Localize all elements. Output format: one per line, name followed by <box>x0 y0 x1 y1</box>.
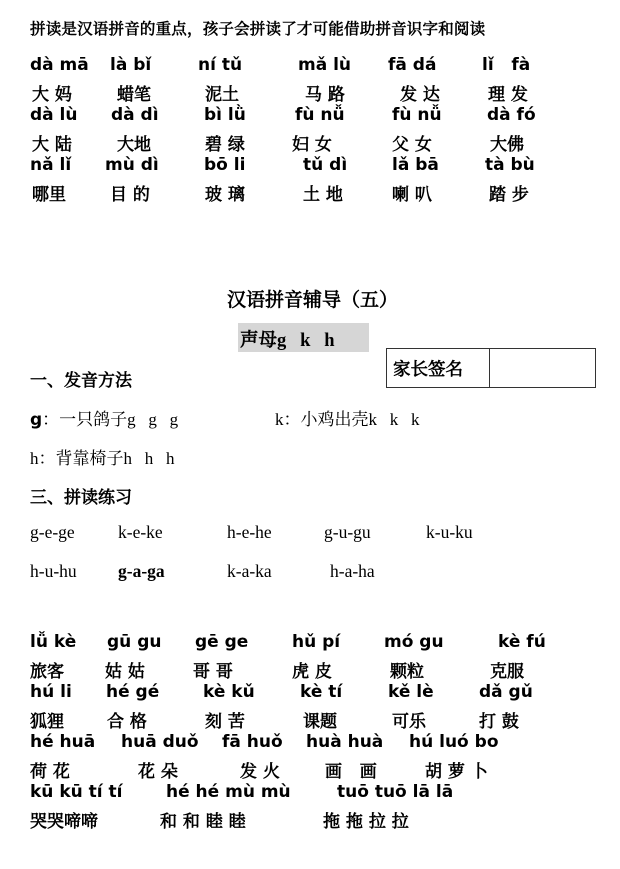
hanzi: 喇 叭 <box>392 185 432 205</box>
lesson-title: 汉语拼音辅导（五） <box>227 289 399 311</box>
section-heading-practice: 三、拼读练习 <box>30 488 132 508</box>
k-description: ：小鸡出壳 <box>283 410 369 430</box>
practice-item: h-u-hu <box>30 561 77 581</box>
pinyin: dǎ gǔ <box>479 682 533 702</box>
hanzi: 大 妈 <box>32 85 72 105</box>
hanzi: 玻 璃 <box>205 185 245 205</box>
hanzi: 和 和 睦 睦 <box>160 812 246 832</box>
hanzi: 花 朵 <box>138 762 178 782</box>
parent-signature-box <box>386 348 596 388</box>
pinyin: hé huā <box>30 732 96 752</box>
hanzi: 发 达 <box>400 85 440 105</box>
pinyin: ní tǔ <box>198 55 243 75</box>
hanzi: 踏 步 <box>489 185 529 205</box>
pinyin: huā duǒ <box>121 732 199 752</box>
pinyin: hǔ pí <box>292 632 341 652</box>
hanzi: 土 地 <box>303 185 343 205</box>
pinyin: dà fó <box>487 105 536 125</box>
pinyin: mǎ lù <box>298 55 352 75</box>
pinyin: dà dì <box>111 105 159 125</box>
pinyin: kè kǔ <box>203 682 255 702</box>
letter-k: k <box>275 410 284 429</box>
hanzi: 哭哭啼啼 <box>30 812 98 832</box>
pinyin: hé gé <box>106 682 160 702</box>
hanzi: 妇 女 <box>292 135 332 155</box>
pinyin: hé hé mù mù <box>166 782 291 802</box>
hanzi: 马 路 <box>305 85 345 105</box>
subtitle-chinese: 声母 <box>240 330 278 351</box>
hanzi: 目 的 <box>110 185 150 205</box>
hanzi: 大 陆 <box>32 135 72 155</box>
pinyin: gē ge <box>195 632 249 652</box>
hanzi: 虎 皮 <box>292 662 332 682</box>
hanzi: 拖 拖 拉 拉 <box>323 812 409 832</box>
pinyin: tuō tuō lā lā <box>337 782 454 802</box>
k-repeat: k k k <box>368 410 420 429</box>
h-method-line <box>30 444 175 469</box>
pinyin: hú li <box>30 682 72 702</box>
hanzi: 旅客 <box>30 662 64 682</box>
pinyin: mó gu <box>384 632 444 652</box>
pinyin: tà bù <box>485 155 535 175</box>
pinyin: mù dì <box>105 155 159 175</box>
hanzi: 碧 绿 <box>205 135 245 155</box>
hanzi: 打 鼓 <box>479 712 519 732</box>
pinyin: huà huà <box>306 732 384 752</box>
pinyin: bì lǜ <box>204 105 246 125</box>
practice-item: g-a-ga <box>118 561 165 581</box>
h-description: ：背靠椅子 <box>38 449 124 469</box>
pinyin: lǐ fà <box>482 55 531 75</box>
letter-h: h <box>30 449 39 468</box>
pinyin: fù nǚ <box>392 105 442 125</box>
hanzi: 泥土 <box>205 85 239 105</box>
h-repeat: h h h <box>123 449 175 468</box>
g-description: ：一只鸽子 <box>42 410 128 430</box>
practice-item: h-a-ha <box>330 561 375 581</box>
subtitle-letters: g k h <box>277 331 335 351</box>
pinyin: lǚ kè <box>30 632 77 652</box>
pinyin: kè tí <box>300 682 343 702</box>
g-method-line <box>30 405 178 430</box>
pinyin: tǔ dì <box>303 155 348 175</box>
hanzi: 理 发 <box>488 85 528 105</box>
hanzi: 合 格 <box>107 712 147 732</box>
pinyin: bō li <box>204 155 246 175</box>
signature-label: 家长签名 <box>387 349 490 387</box>
pinyin: dà mā <box>30 55 89 75</box>
pinyin: fā dá <box>388 55 437 75</box>
hanzi: 哪里 <box>32 185 66 205</box>
hanzi: 哥 哥 <box>193 662 233 682</box>
g-repeat: g g g <box>127 410 179 429</box>
pinyin: là bǐ <box>110 55 152 75</box>
pinyin: dà lù <box>30 105 78 125</box>
hanzi: 课题 <box>303 712 337 732</box>
practice-item: k-u-ku <box>426 522 473 542</box>
hanzi: 胡 萝 卜 <box>425 762 488 782</box>
pinyin: gū gu <box>107 632 162 652</box>
hanzi: 发 火 <box>240 762 280 782</box>
intro-text: 拼读是汉语拼音的重点，孩子会拼读了才可能借助拼音识字和阅读 <box>30 19 486 38</box>
hanzi: 荷 花 <box>30 762 70 782</box>
hanzi: 大佛 <box>490 135 524 155</box>
pinyin: fā huǒ <box>222 732 283 752</box>
hanzi: 父 女 <box>392 135 432 155</box>
pinyin: hú luó bo <box>409 732 499 752</box>
pinyin: fù nǚ <box>295 105 345 125</box>
pinyin: kè fú <box>498 632 546 652</box>
pinyin: kū kū tí tí <box>30 782 123 802</box>
k-method-line <box>275 405 420 430</box>
hanzi: 画 画 <box>325 762 377 782</box>
practice-item: k-a-ka <box>227 561 272 581</box>
pinyin: lǎ bā <box>392 155 439 175</box>
hanzi: 刻 苦 <box>205 712 245 732</box>
hanzi: 大地 <box>117 135 151 155</box>
hanzi: 蜡笔 <box>117 85 151 105</box>
practice-item: g-e-ge <box>30 522 75 542</box>
lesson-subtitle <box>240 326 335 352</box>
hanzi: 狐狸 <box>30 712 64 732</box>
hanzi: 姑 姑 <box>105 662 145 682</box>
letter-g: g <box>30 410 43 430</box>
hanzi: 克服 <box>490 662 524 682</box>
signature-field[interactable] <box>490 349 595 387</box>
practice-item: g-u-gu <box>324 522 371 542</box>
practice-item: k-e-ke <box>118 522 163 542</box>
pinyin: nǎ lǐ <box>30 155 72 175</box>
section-heading-pronunciation: 一、发音方法 <box>30 371 132 391</box>
hanzi: 颗粒 <box>390 662 424 682</box>
pinyin: kě lè <box>388 682 434 702</box>
hanzi: 可乐 <box>392 712 426 732</box>
practice-item: h-e-he <box>227 522 272 542</box>
